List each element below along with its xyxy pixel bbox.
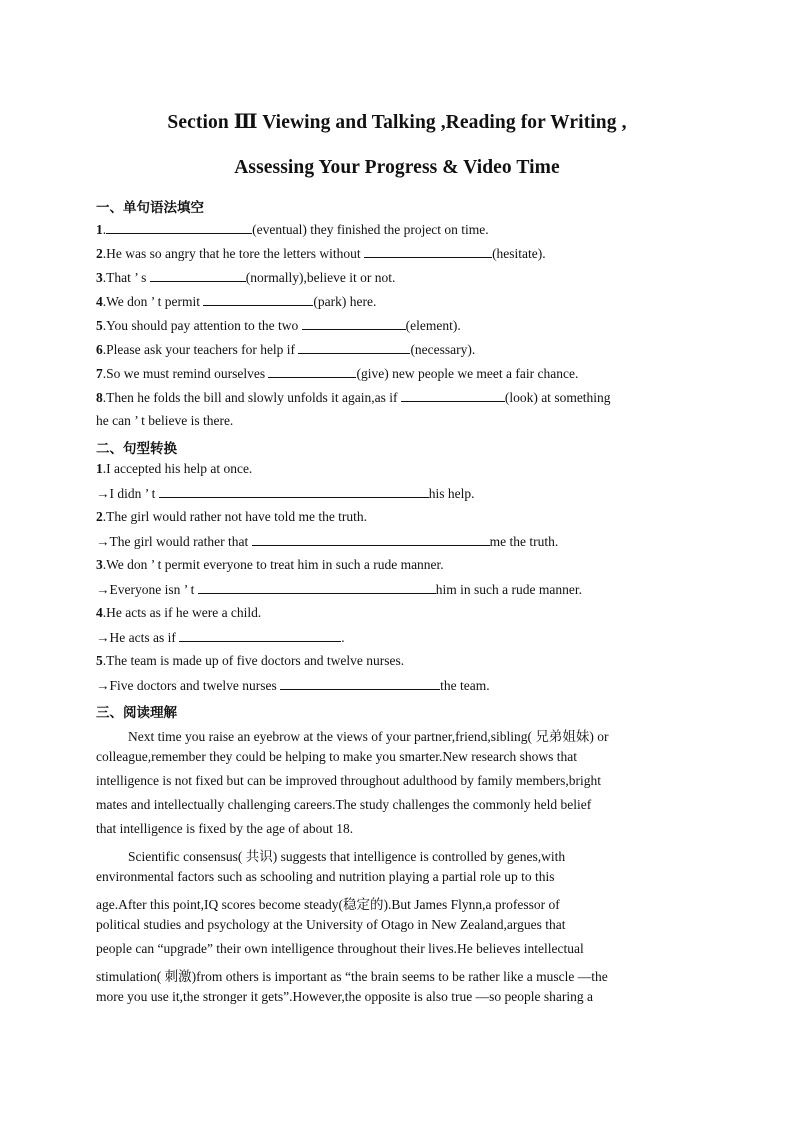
page-title: Section Ⅲ Viewing and Talking ,Reading for Writing , xyxy=(167,112,627,133)
item-number: 7 xyxy=(96,366,103,381)
rewrite-pre: →The girl would rather that xyxy=(96,534,252,549)
answer-blank[interactable] xyxy=(268,365,356,378)
sec1-item-8-continued: he can ’ t believe is there. xyxy=(96,413,234,428)
section2-heading: 二、句型转换 xyxy=(96,441,177,457)
item-number: 6 xyxy=(96,342,103,357)
section1-heading: 一、单句语法填空 xyxy=(96,200,204,216)
sec2-item-1-original xyxy=(96,461,706,477)
passage-line: intelligence is not fixed but can be improved throughout adulthood by family members,bright xyxy=(96,773,602,788)
item-text-post: (give) new people we meet a fair chance. xyxy=(356,366,579,381)
sec2-item-4-rewrite xyxy=(96,629,706,646)
original-sentence: .The girl would rather not have told me the truth. xyxy=(102,509,368,524)
item-text-pre: .Then he folds the bill and slowly unfolds it again,as if xyxy=(102,390,401,405)
sec1-item-8 xyxy=(96,389,706,406)
answer-blank[interactable] xyxy=(198,581,436,594)
item-number: 5 xyxy=(96,318,103,333)
sec2-item-3-rewrite xyxy=(96,581,706,598)
sec1-item-6 xyxy=(96,341,706,358)
item-number: 1 xyxy=(96,222,103,237)
original-sentence: .I accepted his help at once. xyxy=(102,461,253,476)
rewrite-pre: →Five doctors and twelve nurses xyxy=(96,678,281,693)
passage-line: people can “upgrade” their own intelligence throughout their lives.He believes intellectual xyxy=(96,941,584,956)
item-number: 2 xyxy=(96,509,103,524)
item-text-post: (element). xyxy=(405,318,461,333)
rewrite-post: his help. xyxy=(428,486,475,501)
item-number: 3 xyxy=(96,270,103,285)
passage-line: mates and intellectually challenging careers.The study challenges the commonly held belief xyxy=(96,797,592,812)
sec2-item-5-rewrite xyxy=(96,677,706,694)
rewrite-post: . xyxy=(341,630,345,645)
item-text-post: (look) at something xyxy=(504,390,611,405)
answer-blank[interactable] xyxy=(280,677,440,690)
sec1-item-4 xyxy=(96,293,706,310)
sec1-item-2 xyxy=(96,245,706,262)
item-number: 8 xyxy=(96,390,103,405)
passage-line: Next time you raise an eyebrow at the views of your partner,friend,sibling( 兄弟姐妹) or xyxy=(128,729,609,744)
passage-line: political studies and psychology at the University of Otago in New Zealand,argues that xyxy=(96,917,566,932)
sec2-item-1-rewrite xyxy=(96,485,706,502)
sec1-item-1 xyxy=(96,221,706,238)
rewrite-pre: →I didn ’ t xyxy=(96,486,159,501)
item-text-post: (hesitate). xyxy=(492,246,546,261)
passage-line: that intelligence is fixed by the age of about 18. xyxy=(96,821,354,836)
answer-blank[interactable] xyxy=(364,245,492,258)
rewrite-post: me the truth. xyxy=(489,534,559,549)
answer-blank[interactable] xyxy=(302,317,406,330)
original-sentence: .We don ’ t permit everyone to treat him in such a rude manner. xyxy=(102,557,444,572)
section3-heading: 三、阅读理解 xyxy=(96,705,177,721)
passage-line: age.After this point,IQ scores become steady(稳定的).But James Flynn,a professor of xyxy=(96,897,560,912)
answer-blank[interactable] xyxy=(252,533,490,546)
answer-blank[interactable] xyxy=(159,485,429,498)
item-text-post: (necessary). xyxy=(410,342,476,357)
item-number: 5 xyxy=(96,653,103,668)
sec2-item-2-original xyxy=(96,509,706,525)
passage-line: environmental factors such as schooling and nutrition playing a partial role up to this xyxy=(96,869,555,884)
item-text-pre: .Please ask your teachers for help if xyxy=(102,342,299,357)
item-text-post: (park) here. xyxy=(313,294,377,309)
sec2-item-3-original xyxy=(96,557,706,573)
answer-blank[interactable] xyxy=(401,389,505,402)
item-text-post: (normally),believe it or not. xyxy=(245,270,396,285)
answer-blank[interactable] xyxy=(179,629,341,642)
sec1-item-7 xyxy=(96,365,706,382)
page-subtitle: Assessing Your Progress & Video Time xyxy=(234,157,560,178)
sec2-item-4-original xyxy=(96,605,706,621)
answer-blank[interactable] xyxy=(203,293,313,306)
item-text-pre: . xyxy=(102,222,107,237)
item-text-pre: .That ’ s xyxy=(102,270,150,285)
item-text-pre: .We don ’ t permit xyxy=(102,294,204,309)
item-number: 4 xyxy=(96,605,103,620)
item-number: 1 xyxy=(96,461,103,476)
sec1-item-3 xyxy=(96,269,706,286)
answer-blank[interactable] xyxy=(298,341,410,354)
rewrite-pre: →Everyone isn ’ t xyxy=(96,582,198,597)
item-text-post: (eventual) they finished the project on time. xyxy=(252,222,489,237)
sec1-item-5 xyxy=(96,317,706,334)
original-sentence: .The team is made up of five doctors and twelve nurses. xyxy=(102,653,405,668)
sec2-item-2-rewrite xyxy=(96,533,706,550)
rewrite-post: the team. xyxy=(440,678,490,693)
passage-line: stimulation( 刺激)from others is important as “the brain seems to be rather like a muscle —the xyxy=(96,969,608,984)
passage-line: Scientific consensus( 共识) suggests that intelligence is controlled by genes,with xyxy=(128,849,566,864)
item-number: 4 xyxy=(96,294,103,309)
item-text-pre: .So we must remind ourselves xyxy=(102,366,269,381)
item-number: 3 xyxy=(96,557,103,572)
answer-blank[interactable] xyxy=(150,269,246,282)
item-number: 2 xyxy=(96,246,103,261)
passage-line: more you use it,the stronger it gets”.However,the opposite is also true —so people sharing a xyxy=(96,989,593,1004)
passage-line: colleague,remember they could be helping to make you smarter.New research shows that xyxy=(96,749,577,764)
sec2-item-5-original xyxy=(96,653,706,669)
rewrite-post: him in such a rude manner. xyxy=(435,582,582,597)
original-sentence: .He acts as if he were a child. xyxy=(102,605,262,620)
rewrite-pre: →He acts as if xyxy=(96,630,180,645)
item-text-pre: .He was so angry that he tore the letters without xyxy=(102,246,365,261)
answer-blank[interactable] xyxy=(106,221,252,234)
item-text-pre: .You should pay attention to the two xyxy=(102,318,302,333)
